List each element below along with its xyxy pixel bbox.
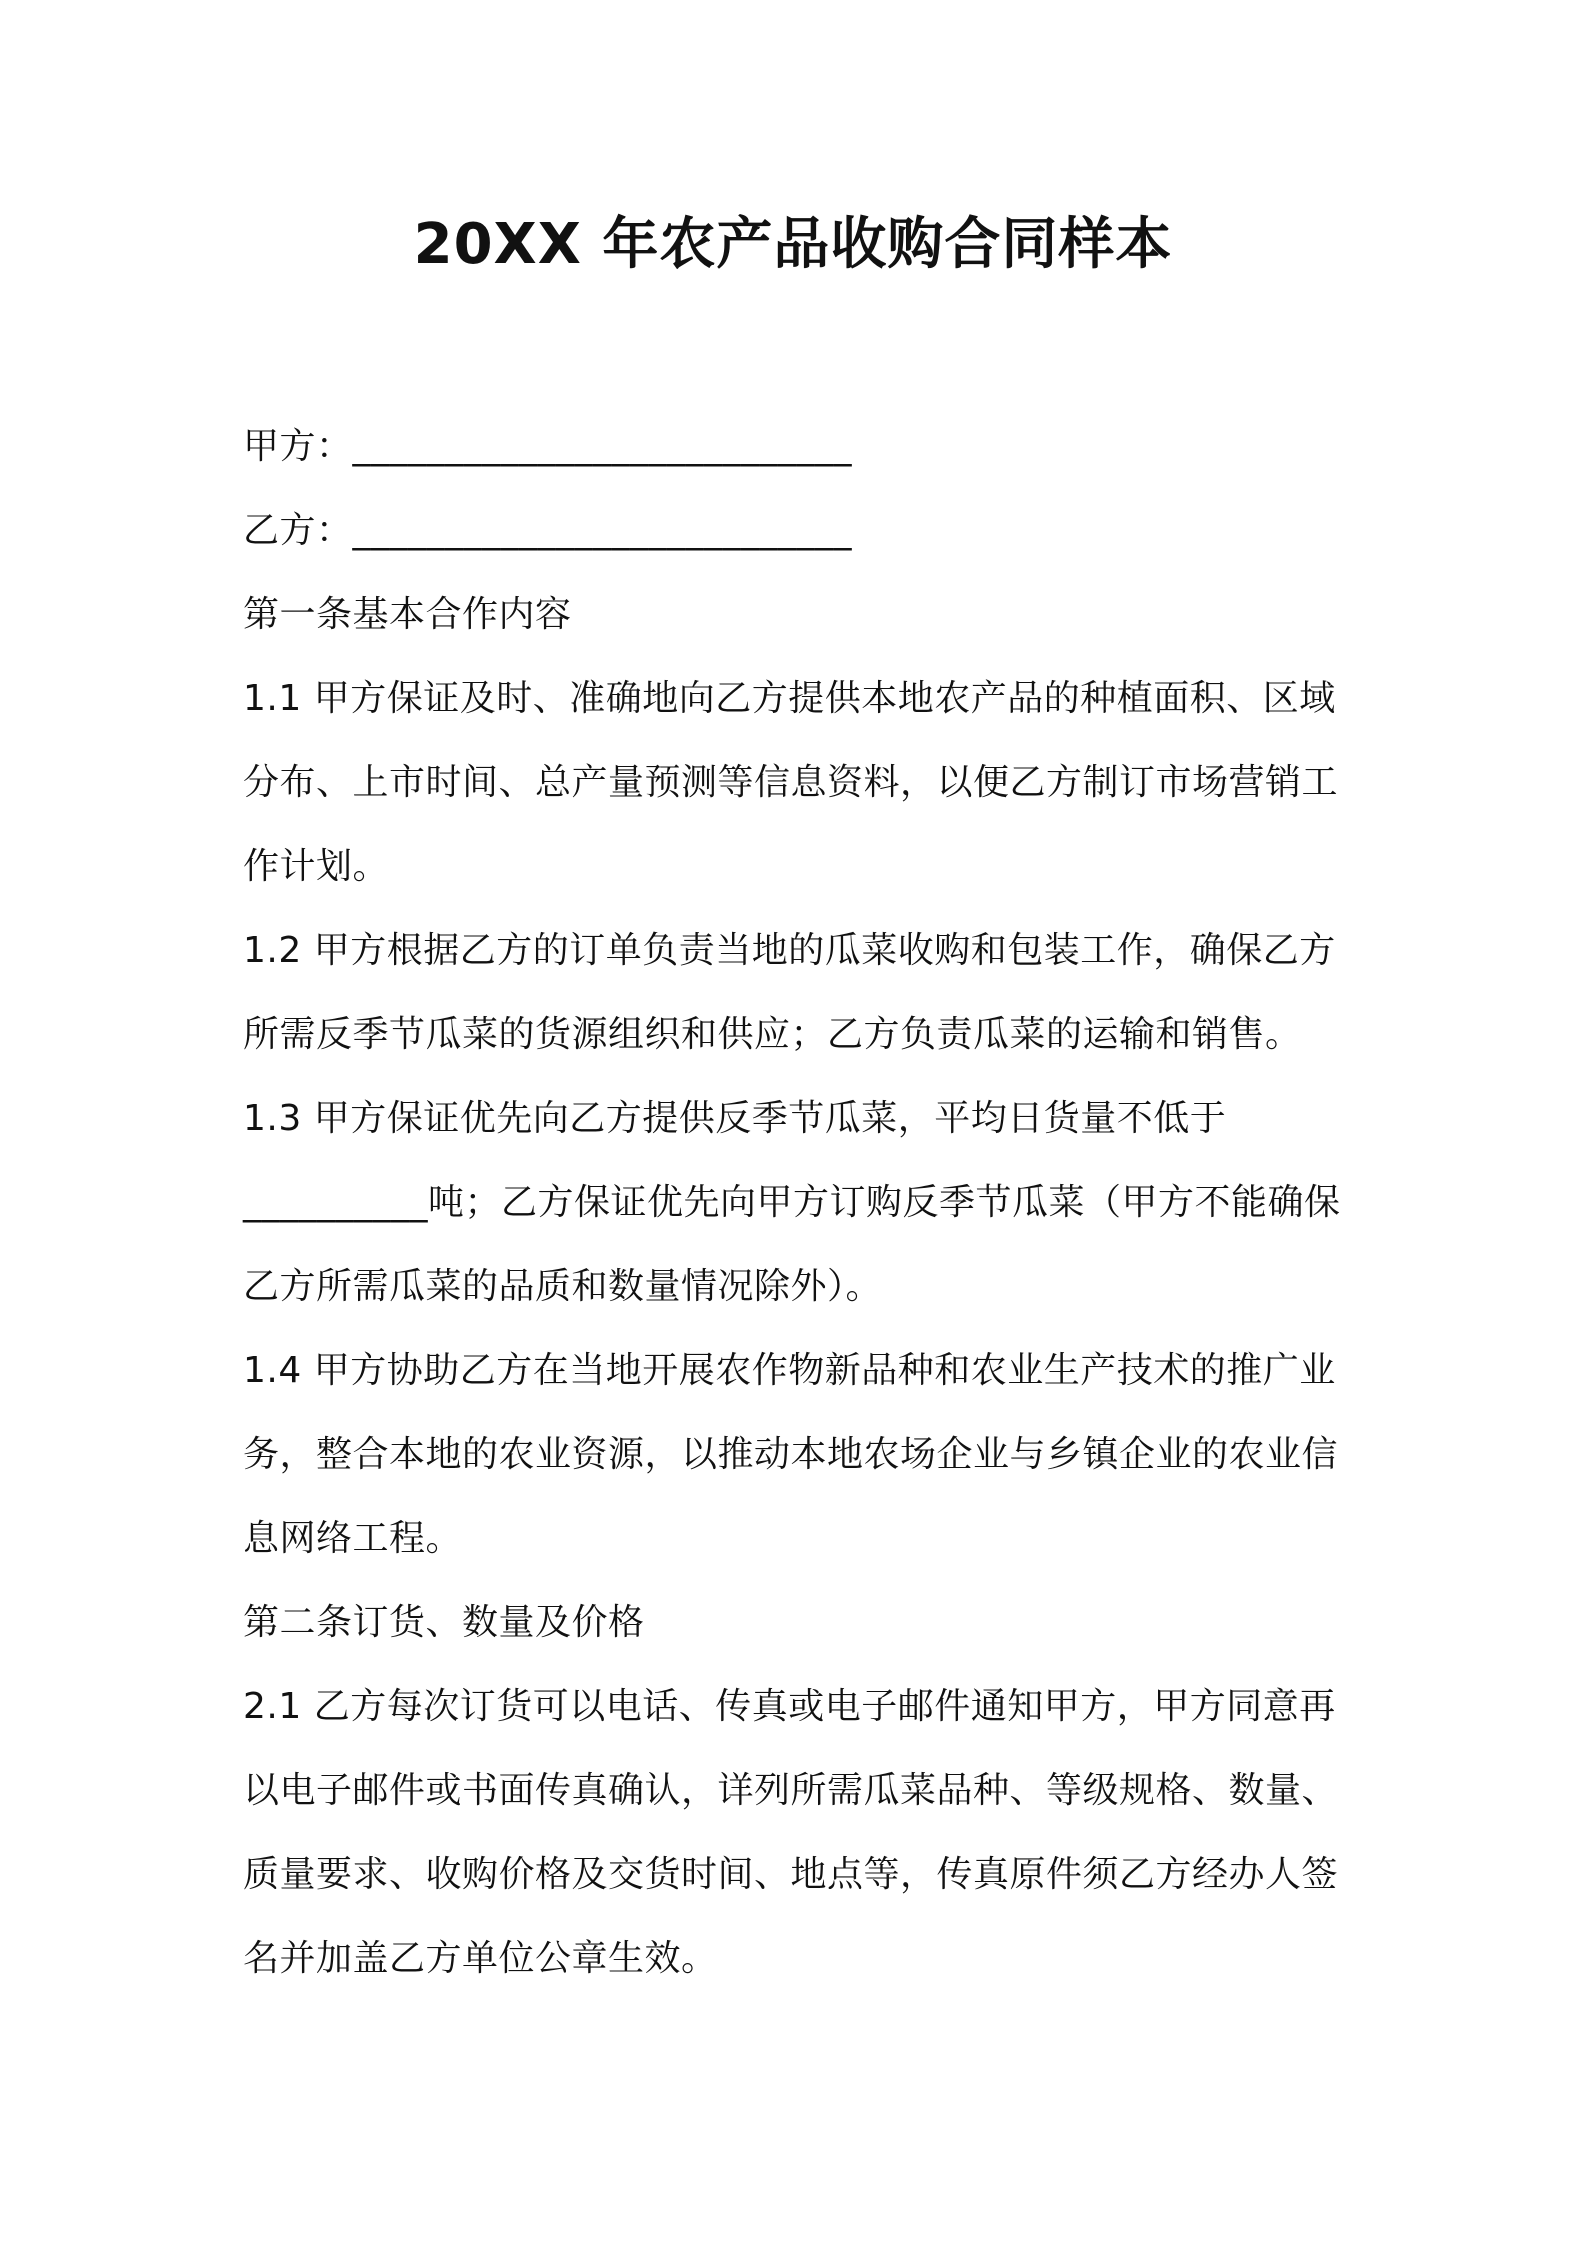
clause-1-4-line-3: 息网络工程。: [243, 1518, 463, 1559]
clause-2-1-line-4: 名并加盖乙方单位公章生效。: [243, 1938, 718, 1979]
clause-2-1-line-2: 以电子邮件或书面传真确认，详列所需瓜菜品种、等级规格、数量、: [243, 1770, 1339, 1811]
party-a-line: 甲方：___________________________: [243, 426, 853, 467]
clause-1-3-line-2: __________吨；乙方保证优先向甲方订购反季节瓜菜（甲方不能确保: [243, 1182, 1341, 1223]
document-title: 20XX 年农产品收购合同样本: [413, 212, 1173, 277]
clause-1-4-line-1: 1.4 甲方协助乙方在当地开展农作物新品种和农业生产技术的推广业: [243, 1350, 1336, 1391]
clause-2-1-line-3: 质量要求、收购价格及交货时间、地点等，传真原件须乙方经办人签: [243, 1854, 1339, 1895]
section-1-heading: 第一条基本合作内容: [243, 594, 572, 635]
clause-1-4-line-2: 务，整合本地的农业资源，以推动本地农场企业与乡镇企业的农业信: [243, 1434, 1339, 1475]
clause-1-1-line-3: 作计划。: [243, 846, 390, 887]
clause-1-3-line-3: 乙方所需瓜菜的品质和数量情况除外）。: [243, 1266, 883, 1307]
clause-1-1-line-1: 1.1 甲方保证及时、准确地向乙方提供本地农产品的种植面积、区域: [243, 678, 1336, 719]
party-b-line: 乙方：___________________________: [243, 510, 853, 551]
section-2-heading: 第二条订货、数量及价格: [243, 1602, 645, 1643]
document-body: [243, 405, 1353, 2001]
clause-1-2-line-1: 1.2 甲方根据乙方的订单负责当地的瓜菜收购和包装工作，确保乙方: [243, 930, 1336, 971]
clause-1-2-line-2: 所需反季节瓜菜的货源组织和供应；乙方负责瓜菜的运输和销售。: [243, 1014, 1302, 1055]
clause-1-1-line-2: 分布、上市时间、总产量预测等信息资料，以便乙方制订市场营销工: [243, 762, 1339, 803]
clause-1-3-line-1: 1.3 甲方保证优先向乙方提供反季节瓜菜，平均日货量不低于: [243, 1098, 1227, 1139]
clause-2-1-line-1: 2.1 乙方每次订货可以电话、传真或电子邮件通知甲方，甲方同意再: [243, 1686, 1336, 1727]
